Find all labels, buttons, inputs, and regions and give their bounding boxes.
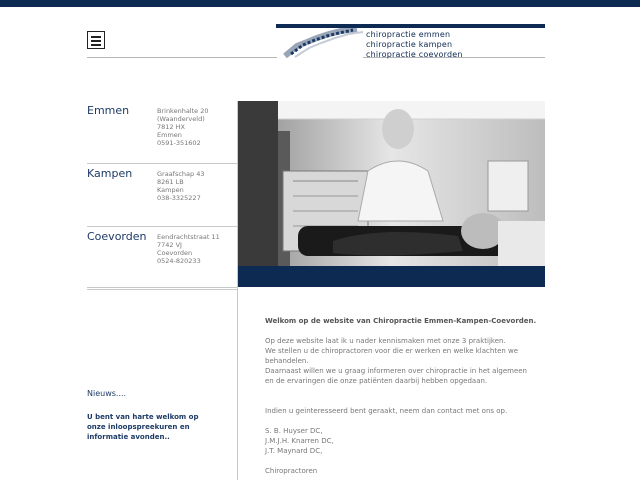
- intro-line: We stellen u de chiropractoren voor die er werken en welke klachten we: [265, 347, 519, 355]
- logo-line-emmen: chiropractie emmen: [366, 30, 451, 39]
- signature-line: J.M.J.H. Knarren DC,: [265, 437, 334, 445]
- logo-line-kampen: chiropractie kampen: [366, 40, 453, 49]
- location-address: [157, 107, 209, 147]
- news-title: Nieuws....: [87, 389, 127, 398]
- location-emmen: [87, 101, 237, 164]
- address-line: (Waanderveld): [157, 115, 205, 123]
- logo-line-coevorden: chiropractie coevorden: [366, 50, 463, 59]
- intro-line: Daarnaast willen we u graag informeren over chiropractie in het algemeen: [265, 367, 527, 375]
- closing-line: Chiropractoren: [265, 467, 318, 475]
- address-line: Kampen: [157, 186, 184, 194]
- chiropractor-photo-illustration: [238, 101, 545, 266]
- location-address: [157, 233, 220, 265]
- address-line: 7812 HX: [157, 123, 185, 131]
- logo-text: [366, 30, 463, 60]
- logo-spine-icon: [277, 28, 363, 58]
- locations-list: [87, 101, 237, 290]
- location-name[interactable]: Coevorden: [87, 230, 147, 243]
- location-kampen: [87, 164, 237, 227]
- intro-line: Op deze website laat ik u nader kennismaken met onze 3 praktijken.: [265, 337, 506, 345]
- address-line: Eendrachtstraat 11: [157, 233, 220, 241]
- top-bar: [0, 0, 640, 7]
- hero-photo: [238, 101, 545, 266]
- location-name[interactable]: Emmen: [87, 104, 130, 117]
- address-line: Emmen: [157, 131, 182, 139]
- location-address: [157, 170, 205, 202]
- contact-line: Indien u geinteresseerd bent geraakt, neem dan contact met ons op.: [265, 407, 508, 415]
- signature-line: S. B. Huyser DC,: [265, 427, 323, 435]
- address-line: Brinkenhalte 20: [157, 107, 209, 115]
- address-line: 038-3325227: [157, 194, 201, 202]
- location-coevorden: [87, 227, 237, 290]
- intro-line: en de ervaringen die onze patiënten daarbij hebben opgedaan.: [265, 377, 488, 385]
- location-name[interactable]: Kampen: [87, 167, 133, 180]
- intro-line: behandelen.: [265, 357, 309, 365]
- address-line: 8261 LB: [157, 178, 184, 186]
- address-line: 0524-820233: [157, 257, 201, 265]
- news-text[interactable]: U bent van harte welkom op onze inloopspreekuren en informatie avonden..: [87, 413, 199, 441]
- main-content: [265, 316, 545, 476]
- welcome-heading: Welkom op de website van Chiropractie Emmen-Kampen-Coevorden.: [265, 317, 537, 325]
- menu-icon[interactable]: [87, 31, 105, 49]
- signature-line: J.T. Maynard DC,: [265, 447, 323, 455]
- address-line: Graafschap 43: [157, 170, 205, 178]
- photo-caption-band: [238, 266, 545, 287]
- address-line: 0591-351602: [157, 139, 201, 147]
- sidebar-divider: [87, 287, 237, 288]
- address-line: Coevorden: [157, 249, 193, 257]
- address-line: 7742 VJ: [157, 241, 182, 249]
